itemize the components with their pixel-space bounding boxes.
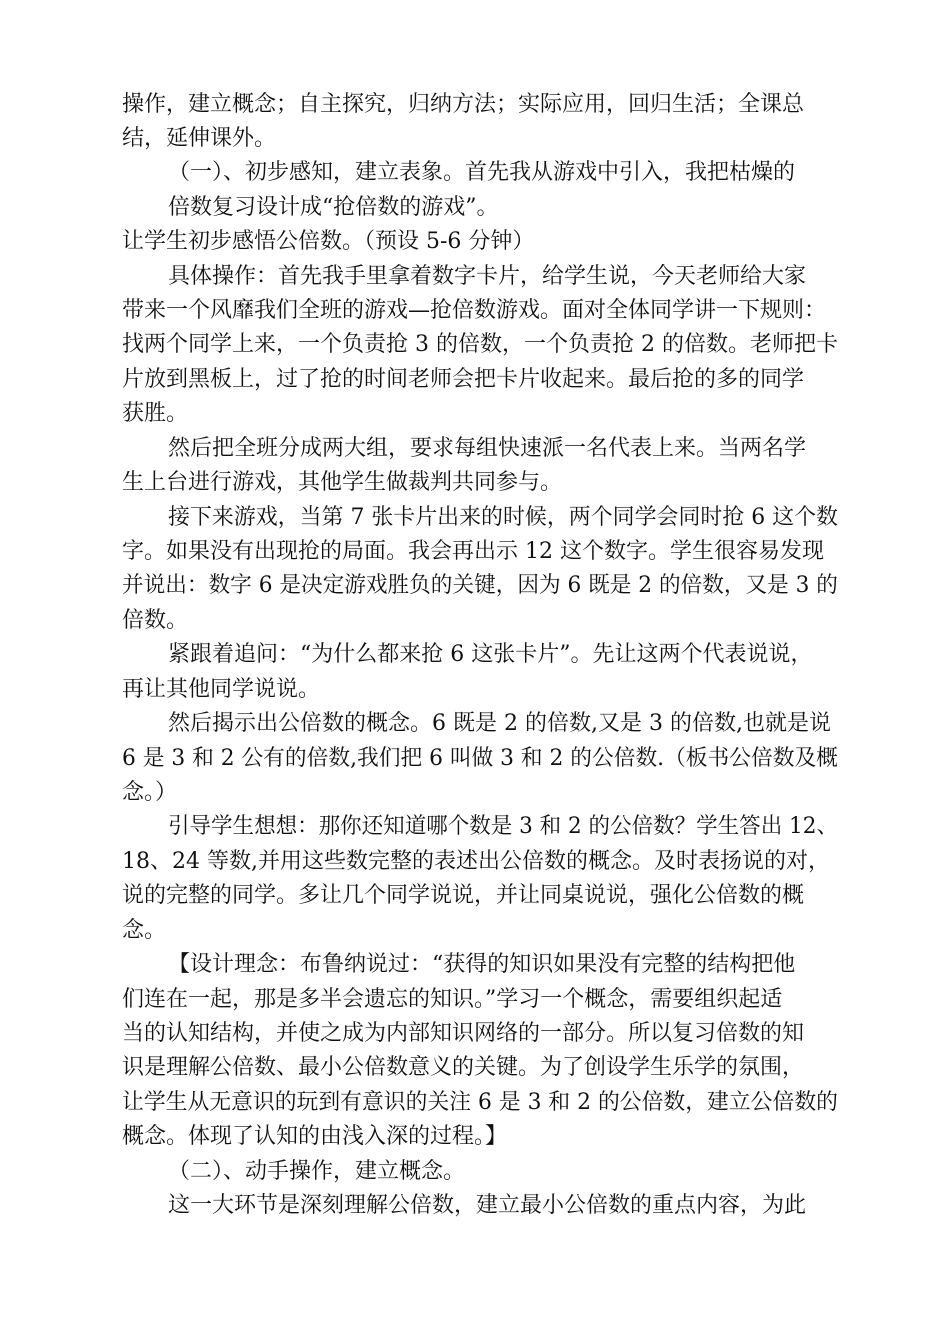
text-line: 操作，建立概念；自主探究，归纳方法；实际应用，回归生活；全课总 xyxy=(122,92,805,117)
text-line: 倍数复习设计成“抢倍数的游戏”。 xyxy=(168,195,499,220)
text-line: 识是理解公倍数、最小公倍数意义的关键。为了创设学生乐学的氛围， xyxy=(122,1055,805,1080)
text-line: 说的完整的同学。多让几个同学说说，并让同桌说说，强化公倍数的概 xyxy=(122,883,805,908)
text-line: 6 是 3 和 2 公有的倍数,我们把 6 叫做 3 和 2 的公倍数.（板书公倍数及概 xyxy=(122,746,838,771)
text-line: 引导学生想想：那你还知道哪个数是 3 和 2 的公倍数？学生答出 12、 xyxy=(168,814,838,839)
text-line: 结，延伸课外。 xyxy=(122,126,277,151)
text-line: 紧跟着追问：“为什么都来抢 6 这张卡片”。先让这两个代表说说， xyxy=(168,642,813,667)
text-line: 然后揭示出公倍数的概念。6 既是 2 的倍数,又是 3 的倍数,也就是说 xyxy=(168,711,831,736)
text-line: 让学生初步感悟公倍数。（预设 5-6 分钟） xyxy=(122,229,535,254)
text-line: 18、24 等数,并用这些数完整的表述出公倍数的概念。及时表扬说的对， xyxy=(122,849,830,874)
text-line: 倍数。 xyxy=(122,608,189,633)
text-line: 让学生从无意识的玩到有意识的关注 6 是 3 和 2 的公倍数，建立公倍数的 xyxy=(122,1090,838,1115)
section-heading: （二）、动手操作，建立概念。 xyxy=(168,1159,466,1184)
text-line: 再让其他同学说说。 xyxy=(122,677,321,702)
text-line: 找两个同学上来，一个负责抢 3 的倍数，一个负责抢 2 的倍数。老师把卡 xyxy=(122,332,838,357)
text-line: 带来一个风靡我们全班的游戏—抢倍数游戏。面对全体同学讲一下规则： xyxy=(122,298,827,323)
text-line: 接下来游戏，当第 7 张卡片出来的时候，两个同学会同时抢 6 这个数 xyxy=(168,505,838,530)
text-line: 念。） xyxy=(122,780,178,805)
text-line: 概念。体现了认知的由浅入深的过程。】 xyxy=(122,1124,508,1149)
text-line: 这一大环节是深刻理解公倍数，建立最小公倍数的重点内容，为此 xyxy=(168,1193,807,1218)
section-heading: （一）、初步感知，建立表象。首先我从游戏中引入，我把枯燥的 xyxy=(168,160,796,185)
text-line: 片放到黑板上，过了抢的时间老师会把卡片收起来。最后抢的多的同学 xyxy=(122,367,805,392)
text-line: 当的认知结构，并使之成为内部知识网络的一部分。所以复习倍数的知 xyxy=(122,1021,805,1046)
text-line: 字。如果没有出现抢的局面。我会再出示 12 这个数字。学生很容易发现 xyxy=(122,539,824,564)
text-line: 具体操作：首先我手里拿着数字卡片，给学生说，今天老师给大家 xyxy=(168,264,807,289)
text-line: 生上台进行游戏，其他学生做裁判共同参与。 xyxy=(122,470,563,495)
text-line: 并说出：数字 6 是决定游戏胜负的关键，因为 6 既是 2 的倍数，又是 3 的 xyxy=(122,573,838,598)
text-line: 【设计理念：布鲁纳说过：“获得的知识如果没有完整的结构把他 xyxy=(168,952,796,977)
text-line: 然后把全班分成两大组，要求每组快速派一名代表上来。当两名学 xyxy=(168,436,807,461)
text-line: 念。 xyxy=(122,918,167,943)
text-line: 们连在一起，那是多半会遗忘的知识。”学习一个概念，需要组织起适 xyxy=(122,987,783,1012)
text-line: 获胜。 xyxy=(122,401,189,426)
